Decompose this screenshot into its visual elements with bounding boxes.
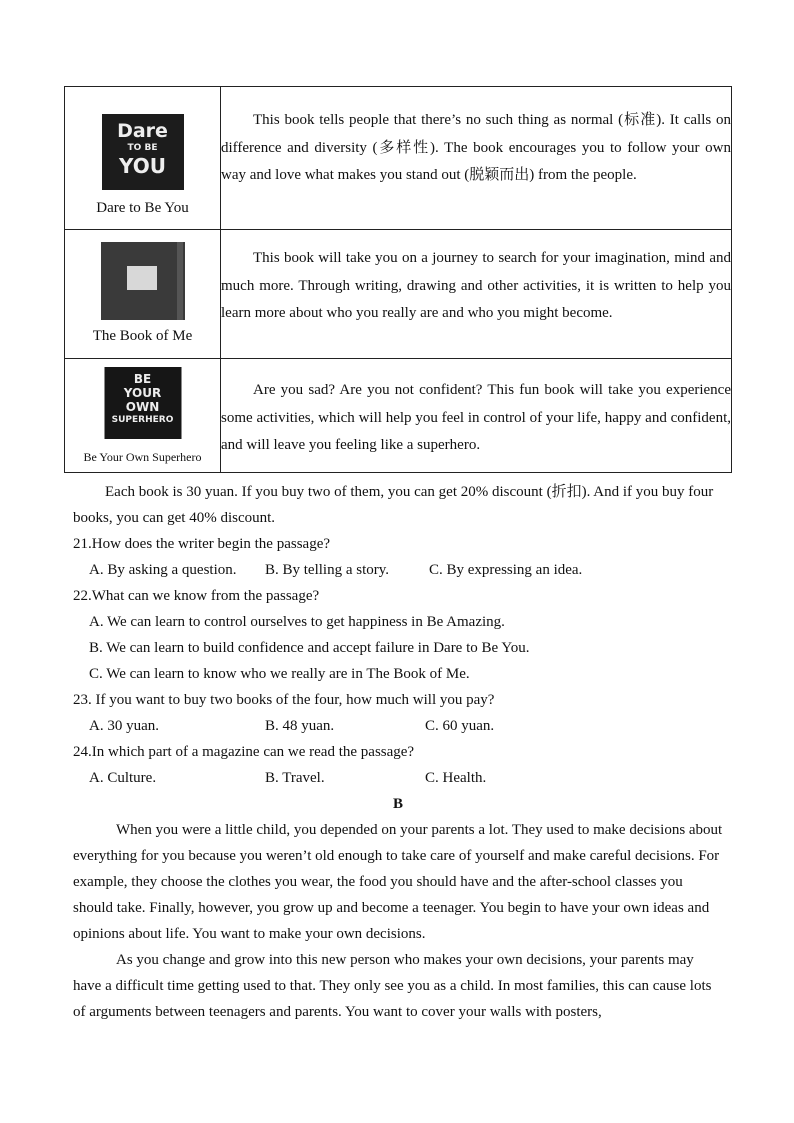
book-cover-image	[101, 242, 185, 320]
cover-word: SUPERHERO	[111, 415, 174, 425]
cover-word: YOU	[118, 154, 166, 178]
book-description: This book will take you on a journey to search for your imagination, mind and much more. Through writing, drawing and other activities, it is written to help you learn more about who you really are and who you might become.	[221, 250, 731, 321]
section-heading: B	[392, 796, 403, 812]
questions-block	[73, 479, 723, 1025]
book-cover-cell	[65, 230, 221, 359]
option: C. 60 yuan.	[425, 718, 495, 734]
option: A. Culture.	[89, 770, 157, 786]
cover-word: OWN	[125, 400, 160, 414]
book-description: This book tells people that there’s no such thing as normal (标准). It calls on difference and diversity (多样性). The book encourages you to follow your own way and love what makes you stand out (脱颖而出) from the people.	[221, 112, 731, 183]
question: 22.What can we know from the passage?	[73, 588, 320, 604]
book-description-cell	[221, 230, 732, 359]
option: A. We can learn to control ourselves to get happiness in Be Amazing.	[89, 614, 505, 630]
cover-spine	[177, 242, 183, 320]
question: 21.How does the writer begin the passage?	[73, 536, 331, 552]
book-row	[65, 230, 732, 359]
cover-label-plate	[127, 266, 157, 290]
question: 24.In which part of a magazine can we read the passage?	[73, 744, 415, 760]
book-description: Are you sad? Are you not confident? This fun book will take you experience some activities, which will help you feel in control of your life, happy and confident, and will leave you feeling like a superhero.	[221, 382, 731, 453]
price-note: Each book is 30 yuan. If you buy two of them, you can get 20% discount (折扣). And if you buy four books, you can get 40% discount.	[73, 484, 714, 526]
book-cover-cell	[65, 359, 221, 473]
options-row	[73, 557, 723, 583]
option: C. Health.	[425, 770, 487, 786]
book-description-cell	[221, 87, 732, 230]
book-description-cell	[221, 359, 732, 473]
options-row	[73, 765, 723, 791]
book-title: Dare to Be You	[96, 200, 189, 216]
option: C. By expressing an idea.	[429, 562, 583, 578]
option: A. By asking a question.	[89, 562, 237, 578]
book-cover-cell	[65, 87, 221, 230]
book-cover-image	[104, 367, 181, 439]
options-row	[73, 713, 723, 739]
book-row	[65, 359, 732, 473]
book-cover-image	[102, 114, 184, 190]
book-title: Be Your Own Superhero	[83, 450, 202, 464]
cover-word: YOUR	[123, 386, 162, 400]
question: 23. If you want to buy two books of the four, how much will you pay?	[73, 692, 495, 708]
option: B. By telling a story.	[265, 562, 390, 578]
book-row	[65, 87, 732, 230]
cover-word: BE	[133, 372, 152, 386]
option: B. 48 yuan.	[265, 718, 335, 734]
book-table	[64, 86, 732, 473]
passage-paragraph: When you were a little child, you depended on your parents a lot. They used to make decisions about everything for you because you weren’t old enough to take care of yourself and make careful decisions. For example, they choose the clothes you wear, the food you should have and the after-school classes you should take. Finally, however, you grow up and become a teenager. You begin to have your own ideas and opinions about life. You want to make your own decisions.	[73, 822, 723, 942]
passage-paragraph: As you change and grow into this new person who makes your own decisions, your parents may have a difficult time getting used to that. They only see you as a child. In most families, this can cause lots of arguments between teenagers and parents. You want to cover your walls with posters,	[73, 952, 712, 1020]
option: B. We can learn to build confidence and accept failure in Dare to Be You.	[89, 640, 530, 656]
cover-word: Dare	[117, 120, 168, 142]
option: A. 30 yuan.	[89, 718, 159, 734]
cover-word: TO BE	[127, 143, 158, 153]
option: C. We can learn to know who we really are in The Book of Me.	[89, 666, 470, 682]
option: B. Travel.	[265, 770, 325, 786]
book-title: The Book of Me	[92, 328, 193, 344]
